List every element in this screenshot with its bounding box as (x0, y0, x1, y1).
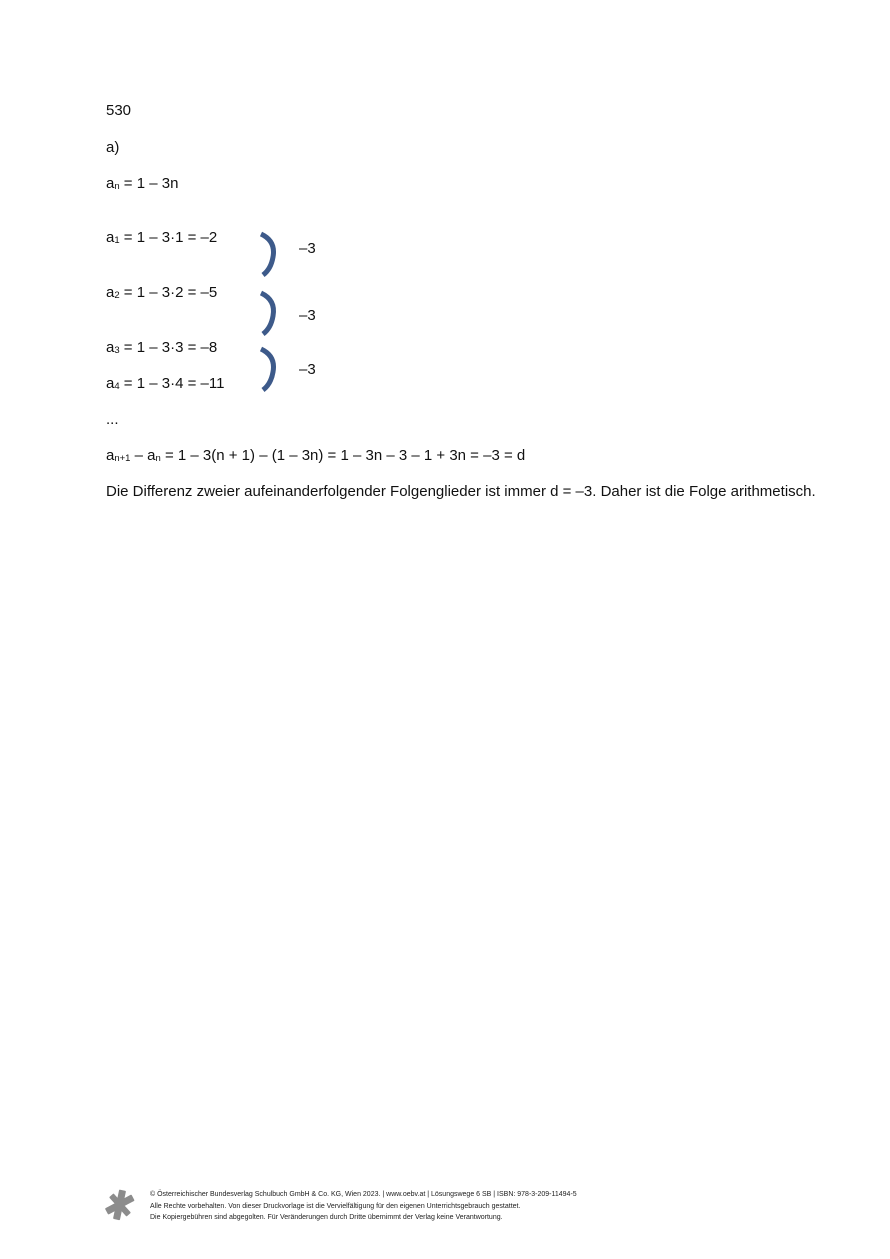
difference-arc-icon (256, 288, 282, 338)
derivation-line: $a_{n+1} - a_n = 1 - 3(n + 1) - (1 - 3n) = 1 - 3n - 3 - 1 + 3n = -3 = d$ (106, 447, 526, 464)
footer-line: © Österreichischer Bundesverlag Schulbuch GmbH & Co. KG, Wien 2023. | www.oebv.at | Lösungswege 6 SB | ISBN: 978-3-209-11494-5 (150, 1191, 577, 1198)
term-line: $a_1 = 1 - 3\cdot 1 = -2$ (106, 229, 218, 246)
footer-copyright (150, 1189, 577, 1224)
difference-arc-icon (256, 344, 282, 394)
term-line: $a_3 = 1 - 3\cdot 3 = -8$ (106, 339, 218, 356)
part-label: a) (106, 139, 120, 156)
term-line: $a_4 = 1 - 3\cdot 4 = -11$ (106, 375, 225, 392)
difference-label: –3 (299, 307, 316, 324)
general-formula: $a_n = 1 - 3n$ (106, 175, 179, 192)
term-line: $a_2 = 1 - 3\cdot 2 = -5$ (106, 284, 218, 301)
publisher-logo-icon (103, 1188, 137, 1222)
difference-label: –3 (299, 240, 316, 257)
footer-line: Alle Rechte vorbehalten. Von dieser Druckvorlage ist die Vervielfältigung für den eigenen Unterrichtsgebrauch gestattet. (150, 1202, 521, 1210)
difference-label: –3 (299, 361, 316, 378)
footer-line: Die Kopiergebühren sind abgegolten. Für Veränderungen durch Dritte übernimmt der Verlag keine Verantwortung. (150, 1214, 503, 1221)
ellipsis: ... (106, 411, 119, 428)
conclusion-text: Die Differenz zweier aufeinanderfolgender Folgenglieder ist immer d = –3. Daher ist die Folge arithmetisch. (106, 483, 816, 500)
difference-arc-icon (256, 229, 282, 279)
task-number: 530 (106, 102, 132, 119)
